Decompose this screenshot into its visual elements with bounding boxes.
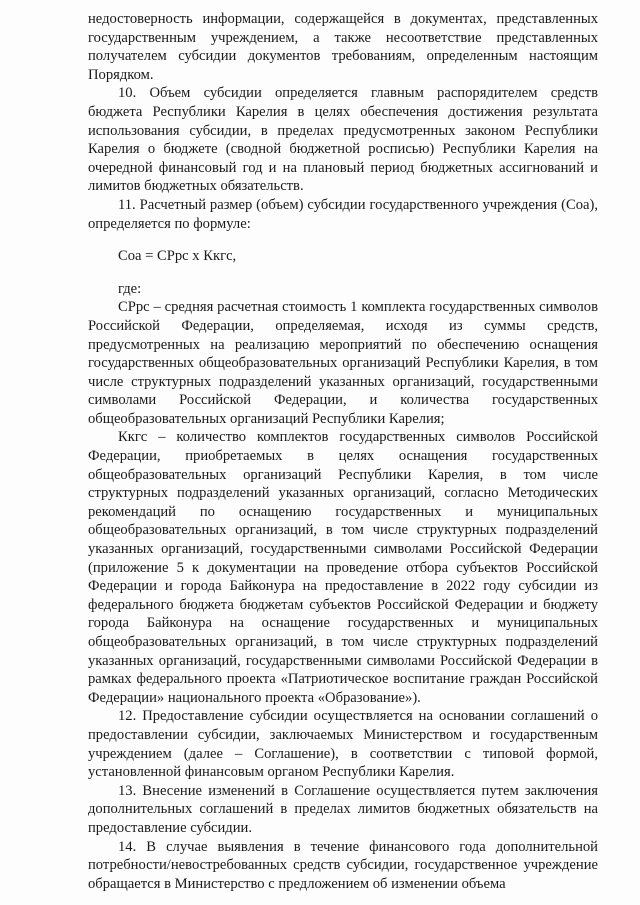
paragraph-intro: недостоверность информации, содержащейся в документах, представленных государственным учреждением, а также несоответствие представленных получателем субсидии документов требованиям, определенным настоящим Порядком. [88, 11, 598, 83]
definition-kkgs: Ккгс – количество комплектов государственных символов Российской Федерации, приобретаемых в целях оснащения государственных общеобразовательных организаций Республики Карелия, в том числе структурных подразделений указанных организаций, согласно Методических рекомендаций по оснащению государственных и муниципальных общеобразовательных организаций, в том числе структурных подразделений указанных организаций, государственными символами Российской Федерации (приложение 5 к документации на проведение отбора субъектов Российской Федерации и города Байконура на предоставление в 2022 году субсидии из федерального бюджета бюджетам субъектов Российской Федерации и бюджету города Байконура на оснащение государственных и муниципальных общеобразовательных организаций, в том числе структурных подразделений указанных организаций, государственными символами Российской Федерации в рамках федерального проекта «Патриотическое воспитание граждан Российской Федерации» национального проекта «Образование»). [88, 429, 598, 706]
paragraph-14: 14. В случае выявления в течение финансового года дополнительной потребности/невостребованных средств субсидии, государственное учреждение обращается в Министерство с предложением об изменении объема [88, 838, 598, 892]
paragraph-11: 11. Расчетный размер (объем) субсидии государственного учреждения (Соа), определяется по формуле: [88, 196, 598, 232]
formula: Соа = СРрс х Ккгс, [118, 248, 237, 265]
paragraph-13: 13. Внесение изменений в Соглашение осуществляется путем заключения дополнительных соглашений в пределах лимитов бюджетных обязательств на предоставление субсидии. [88, 782, 598, 836]
formula-where-label: где: [118, 280, 142, 297]
document-body [88, 10, 598, 893]
definition-crpc: СРрс – средняя расчетная стоимость 1 комплекта государственных символов Российской Федерации, определяемая, исходя из суммы средств, предусмотренных на реализацию мероприятий по обеспечению оснащения государственных общеобразовательных организаций Республики Карелия, в том числе структурных подразделений указанных организаций, государственными символами Российской Федерации, и количества государственных общеобразовательных организаций Республики Карелия; [88, 299, 598, 427]
paragraph-10: 10. Объем субсидии определяется главным распорядителем средств бюджета Республики Карелия в целях обеспечения достижения результата использования субсидии, в пределах предусмотренных законом Республики Карелия о бюджете (сводной бюджетной росписью) Республики Карелия на очередной финансовый год и на плановый период бюджетных ассигнований и лимитов бюджетных обязательств. [88, 85, 598, 195]
paragraph-12: 12. Предоставление субсидии осуществляется на основании соглашений о предоставлении субсидии, заключаемых Министерством и государственным учреждением (далее – Соглашение), в соответствии с типовой формой, установленной финансовым органом Республики Карелия. [88, 708, 598, 781]
